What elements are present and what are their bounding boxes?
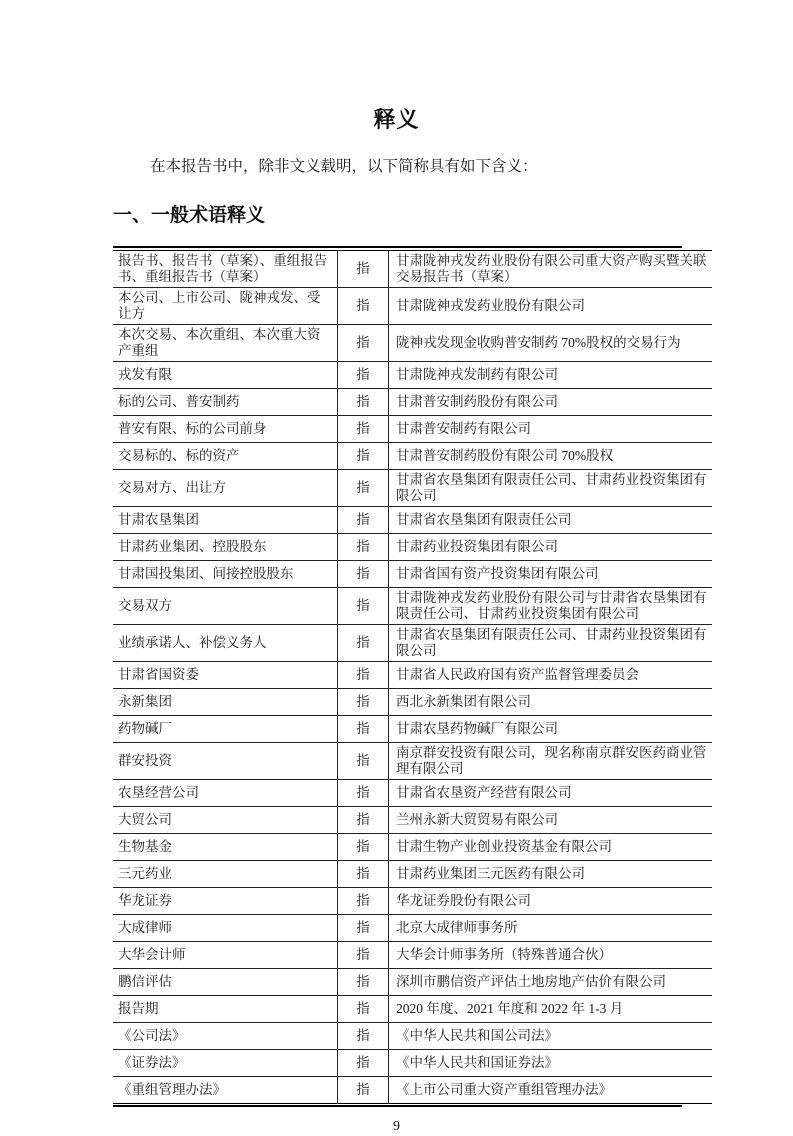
connector-cell: 指 (338, 250, 389, 287)
term-cell: 甘肃药业集团、控股股东 (113, 533, 338, 560)
term-cell: 报告书、报告书（草案）、重组报告书、重组报告书（草案） (113, 250, 338, 287)
table-row (113, 388, 712, 415)
connector-cell: 指 (338, 1022, 389, 1049)
definition-cell: 北京大成律师事务所 (389, 914, 713, 941)
term-cell: 交易对方、出让方 (113, 469, 338, 506)
table-row (113, 887, 712, 914)
connector-cell: 指 (338, 587, 389, 624)
table-row (113, 1049, 712, 1076)
definition-cell: 深圳市鹏信资产评估土地房地产估价有限公司 (389, 968, 713, 995)
table-row (113, 833, 712, 860)
term-cell: 《重组管理办法》 (118, 1081, 226, 1097)
term-cell: 戎发有限 (113, 361, 338, 388)
definitions-table (113, 250, 712, 1104)
connector-cell: 指 (338, 388, 389, 415)
connector-cell: 指 (338, 742, 389, 779)
term-cell: 交易标的、标的资产 (113, 442, 338, 469)
term-cell: 生物基金 (113, 833, 338, 860)
term-cell: 群安投资 (113, 742, 338, 779)
definition-cell: 甘肃陇神戎发药业股份有限公司与甘肃省农垦集团有限责任公司、甘肃药业投资集团有限公司 (389, 587, 713, 624)
connector-cell: 指 (338, 914, 389, 941)
table-row (113, 250, 712, 287)
connector-cell: 指 (338, 324, 389, 361)
connector-cell: 指 (338, 688, 389, 715)
table-row (113, 506, 712, 533)
definition-cell: 甘肃药业投资集团有限公司 (389, 533, 713, 560)
page-title: 释义 (373, 107, 420, 132)
term-cell: 鹏信评估 (113, 968, 338, 995)
connector-cell: 指 (338, 968, 389, 995)
definition-cell: 《中华人民共和国公司法》 (389, 1022, 713, 1049)
table-row (113, 287, 712, 324)
table-row (113, 968, 712, 995)
term-cell: 标的公司、普安制药 (113, 388, 338, 415)
definition-cell: 甘肃省人民政府国有资产监督管理委员会 (389, 661, 713, 688)
term-cell: 普安有限、标的公司前身 (113, 415, 338, 442)
definition-cell: 华龙证券股份有限公司 (389, 887, 713, 914)
table-row (113, 560, 712, 587)
connector-cell: 指 (338, 287, 389, 324)
connector-cell: 指 (338, 779, 389, 806)
definition-cell: 甘肃省农垦集团有限责任公司、甘肃药业投资集团有限公司 (389, 469, 713, 506)
connector-cell: 指 (338, 661, 389, 688)
connector-cell: 指 (338, 415, 389, 442)
definition-cell: 甘肃省国有资产投资集团有限公司 (389, 560, 713, 587)
definition-cell: 甘肃陇神戎发药业股份有限公司 (389, 287, 713, 324)
connector-cell: 指 (338, 506, 389, 533)
term-cell: 农垦经营公司 (113, 779, 338, 806)
table-row (113, 742, 712, 779)
connector-cell: 指 (338, 833, 389, 860)
definition-cell: 甘肃陇神戎发药业股份有限公司重大资产购买暨关联交易报告书（草案） (389, 250, 713, 287)
table-row (113, 860, 712, 887)
definition-cell: 兰州永新大贸贸易有限公司 (389, 806, 713, 833)
table-row (113, 415, 712, 442)
connector-cell: 指 (338, 624, 389, 661)
connector-cell: 指 (338, 1049, 389, 1076)
table-row (113, 469, 712, 506)
connector-cell: 指 (338, 941, 389, 968)
table-row (113, 995, 712, 1022)
connector-cell: 指 (338, 560, 389, 587)
table-row (113, 361, 712, 388)
term-cell: 永新集团 (113, 688, 338, 715)
table-row (113, 1022, 712, 1049)
table-row (113, 806, 712, 833)
term-cell: 甘肃国投集团、间接控股股东 (113, 560, 338, 587)
section-heading: 一、一般术语释义 (113, 205, 266, 226)
table-row (113, 1076, 712, 1103)
term-cell: 大华会计师 (113, 941, 338, 968)
connector-cell: 指 (338, 1076, 389, 1103)
term-cell: 三元药业 (113, 860, 338, 887)
definition-cell: 甘肃省农垦集团有限责任公司、甘肃药业投资集团有限公司 (389, 624, 713, 661)
connector-cell: 指 (338, 469, 389, 506)
definition-cell: 《中华人民共和国证券法》 (389, 1049, 713, 1076)
definition-cell: 《上市公司重大资产重组管理办法》 (396, 1081, 612, 1097)
connector-cell: 指 (338, 361, 389, 388)
connector-cell: 指 (338, 806, 389, 833)
definition-cell: 甘肃省农垦资产经营有限公司 (389, 779, 713, 806)
definition-cell: 陇神戎发现金收购普安制药 70%股权的交易行为 (389, 324, 713, 361)
definition-cell: 甘肃农垦药物碱厂有限公司 (389, 715, 713, 742)
term-cell: 业绩承诺人、补偿义务人 (113, 624, 338, 661)
term-cell: 药物碱厂 (113, 715, 338, 742)
definition-cell: 甘肃省农垦集团有限责任公司 (389, 506, 713, 533)
definitions-table-wrap (113, 246, 707, 1107)
term-cell: 报告期 (113, 995, 338, 1022)
table-row (113, 688, 712, 715)
intro-paragraph: 在本报告书中，除非文义载明，以下简称具有如下含义： (150, 158, 538, 175)
definition-cell: 甘肃普安制药股份有限公司 (389, 388, 713, 415)
definitions-table-body (113, 250, 712, 1103)
table-row (113, 914, 712, 941)
table-row (113, 533, 712, 560)
table-row (113, 715, 712, 742)
definition-cell: 大华会计师事务所（特殊普通合伙） (389, 941, 713, 968)
term-cell: 《证券法》 (113, 1049, 338, 1076)
term-cell: 华龙证券 (113, 887, 338, 914)
term-cell: 大贸公司 (113, 806, 338, 833)
connector-cell: 指 (338, 442, 389, 469)
table-row (113, 624, 712, 661)
connector-cell: 指 (338, 715, 389, 742)
term-cell: 交易双方 (113, 587, 338, 624)
connector-cell: 指 (338, 533, 389, 560)
definition-cell: 甘肃普安制药股份有限公司 70%股权 (389, 442, 713, 469)
connector-cell: 指 (338, 995, 389, 1022)
page-number: 9 (393, 1119, 400, 1134)
term-cell: 甘肃省国资委 (113, 661, 338, 688)
connector-cell: 指 (338, 860, 389, 887)
term-cell: 本次交易、本次重组、本次重大资产重组 (113, 324, 338, 361)
definition-cell: 2020 年度、2021 年度和 2022 年 1-3 月 (389, 995, 713, 1022)
table-row (113, 661, 712, 688)
table-row (113, 941, 712, 968)
definition-cell: 甘肃普安制药有限公司 (389, 415, 713, 442)
term-cell: 大成律师 (113, 914, 338, 941)
term-cell: 本公司、上市公司、陇神戎发、受让方 (113, 287, 338, 324)
definition-cell: 甘肃药业集团三元医药有限公司 (389, 860, 713, 887)
table-row (113, 442, 712, 469)
table-row (113, 324, 712, 361)
term-cell: 甘肃农垦集团 (113, 506, 338, 533)
definition-cell: 甘肃生物产业创业投资基金有限公司 (389, 833, 713, 860)
table-row (113, 779, 712, 806)
definition-cell: 甘肃陇神戎发制药有限公司 (389, 361, 713, 388)
connector-cell: 指 (338, 887, 389, 914)
definition-cell: 西北永新集团有限公司 (389, 688, 713, 715)
definition-cell: 南京群安投资有限公司，现名称南京群安医药商业管理有限公司 (389, 742, 713, 779)
table-row (113, 587, 712, 624)
term-cell: 《公司法》 (113, 1022, 338, 1049)
